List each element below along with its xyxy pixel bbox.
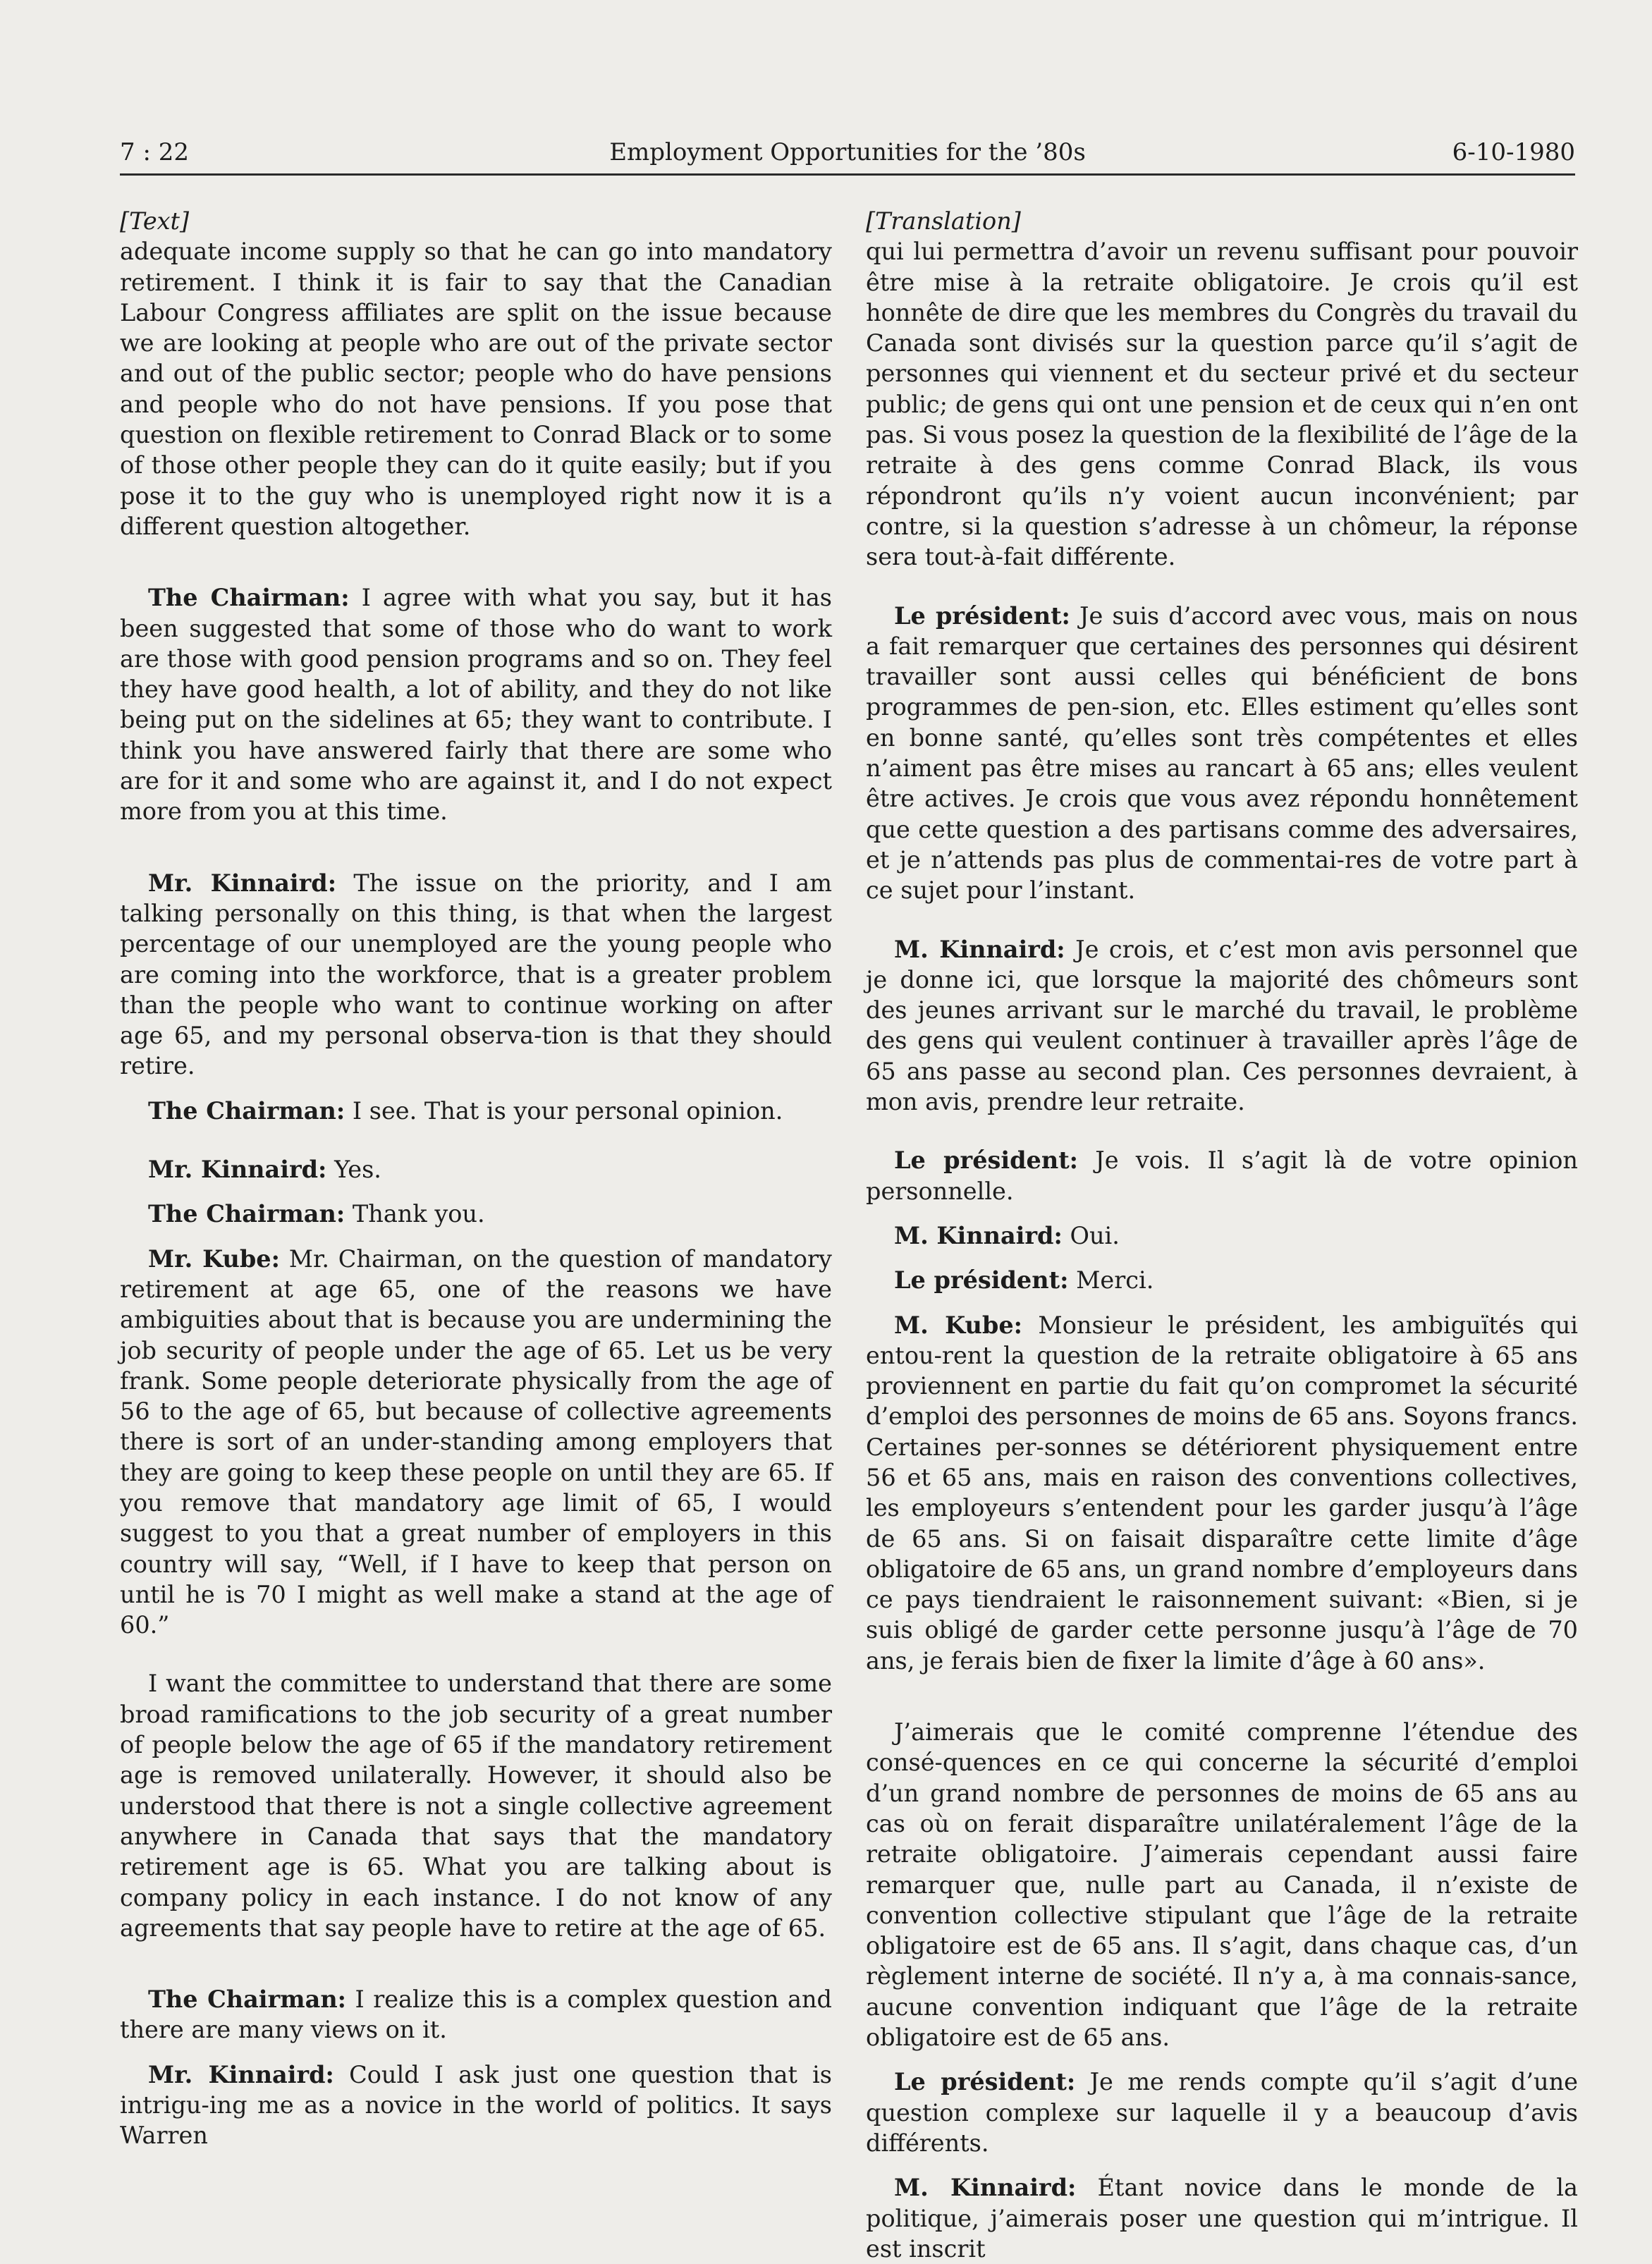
speaker-name: M. Kube: <box>894 1311 1022 1339</box>
speech-text: Étant novice dans le monde de la politique, j’aimerais poser une question qui m’intrigue. Il est inscrit <box>866 2174 1578 2263</box>
speech-text: I agree with what you say, but it has been suggested that some of those who do want to work are those with good pension programs and so on. They feel they have good health, a lot of ability, and they do not like being put on the sidelines at 65; they want to contribute. I think you have answered fairly that there are some who are for it and some who are against it, and I do not expect more from you at this time. <box>120 584 832 826</box>
paragraph <box>866 934 1578 1118</box>
speech-text: Thank you. <box>345 1200 485 1228</box>
speech-text: Je suis d’accord avec vous, mais on nous a fait remarquer que certaines des personnes qui désirent travailler sont aussi celles qui bénéficient de bons programmes de pen-sion, etc. Elles estiment qu’elles sont en bonne santé, qu’elles sont très compétentes et elles n’aiment pas être mises au rancart à 65 ans; elles veulent être actives. Je crois que vous avez répondu honnêtement que cette question a des partisans comme des adversaires, et je n’attends pas plus de commentai-res de votre part à ce sujet pour l’instant. <box>866 601 1578 905</box>
speaker-name: The Chairman: <box>148 1200 345 1228</box>
speech-text: I realize this is a complex question and there are many views on it. <box>120 1985 832 2044</box>
speech-text: Monsieur le président, les ambiguïtés qui entou-rent la question de la retraite obligatoire à 65 ans proviennent en partie du fait qu’on compromet la sécurité d’emploi des personnes de moins de 65 ans. Soyons francs. Certaines per-sonnes se détériorent physiquement entre 56 et 65 ans, mais en raison des conventions collectives, les employeurs s’entendent pour les garder jusqu’à l’âge de 65 ans. Si on faisait disparaître cette limite d’âge obligatoire de 65 ans, un grand nombre d’employeurs dans ce pays tiendraient le raisonnement suivant: «Bien, si je suis obligé de garder cette personne jusqu’à l’âge de 70 ans, je ferais bien de fixer la limite d’âge à 60 ans». <box>866 1311 1578 1675</box>
paragraph <box>120 868 832 1082</box>
speaker-name: The Chairman: <box>148 1985 347 2014</box>
speech-text: I see. That is your personal opinion. <box>345 1096 783 1125</box>
paragraph: qui lui permettra d’avoir un revenu suffisant pour pouvoir être mise à la retraite obligatoire. Je crois qu’il est honnête de dire que les membres du Congrès du travail du Canada sont divisés sur la question parce qu’il s’agit de personnes qui viennent et du secteur privé et du secteur public; de gens qui ont une pension et de ceux qui n’en ont pas. Si vous posez la question de la flexibilité de l’âge de la retraite à des gens comme Conrad Black, ils vous répondront qu’ils n’y voient aucun inconvénient; par contre, si la question s’adresse à un chômeur, la réponse sera tout-à-fait différente. <box>866 238 1578 571</box>
speech-text: Je vois. Il s’agit là de votre opinion personnelle. <box>866 1146 1578 1205</box>
speech-text: Je me rends compte qu’il s’agit d’une question complexe sur laquelle il y a beaucoup d’avis différents. <box>866 2068 1578 2157</box>
paragraph <box>866 2067 1578 2158</box>
speech-text: Merci. <box>1068 1266 1154 1295</box>
column-label: [Text] <box>120 207 190 235</box>
paragraph <box>120 582 832 826</box>
speaker-name: Mr. Kinnaird: <box>148 1156 327 1184</box>
speech-text: Could I ask just one question that is intrigu-ing me as a novice in the world of politics. It says Warren <box>120 2060 832 2150</box>
speech-text: Je crois, et c’est mon avis personnel que je donne ici, que lorsque la majorité des chômeurs sont des jeunes arrivant sur le marché du travail, le problème des gens qui veulent continuer à travailler après l’âge de 65 ans passe au second plan. Ces personnes devraient, à mon avis, prendre leur retraite. <box>866 935 1578 1116</box>
speaker-name: Mr. Kube: <box>148 1244 280 1273</box>
speaker-name: M. Kinnaird: <box>894 935 1065 963</box>
paragraph <box>866 2172 1578 2264</box>
speech-text: Yes. <box>326 1156 381 1184</box>
paragraph: adequate income supply so that he can go into mandatory retirement. I think it is fair to say that the Canadian Labour Congress affiliates are split on the issue because we are looking at people who are out of the private sector and out of the public sector; people who do have pensions and people who do not have pensions. If you pose that question on flexible retirement to Conrad Black or to some of those other people they can do it quite easily; but if you pose it to the guy who is unemployed right now it is a different question altogether. <box>120 238 832 540</box>
running-title: Employment Opportunities for the ’80s <box>609 138 1086 166</box>
page-header <box>120 138 1575 176</box>
french-column <box>866 206 1578 2264</box>
paragraph: J’aimerais que le comité comprenne l’étendue des consé-quences en ce qui concerne la sécurité d’emploi d’un grand nombre de personnes de moins de 65 ans au cas où on ferait disparaître unilatéralement l’âge de la retraite obligatoire. J’aimerais cependant aussi faire remarquer que, nulle part au Canada, il n’existe de convention collective stipulant que l’âge de la retraite obligatoire est de 65 ans. Il s’agit, dans chaque cas, d’un règlement interne de société. Il n’y a, à ma connais-sance, aucune convention indiquant que l’âge de la retraite obligatoire est de 65 ans. <box>866 1718 1578 2052</box>
paragraph <box>120 1984 832 2045</box>
paragraph <box>866 601 1578 906</box>
speaker-name: Mr. Kinnaird: <box>148 2060 334 2088</box>
speaker-name: The Chairman: <box>148 584 350 612</box>
speaker-name: Mr. Kinnaird: <box>148 869 337 897</box>
paragraph <box>120 1154 832 1185</box>
speaker-name: M. Kinnaird: <box>894 1221 1063 1249</box>
speaker-name: Le président: <box>894 1266 1069 1295</box>
speech-text: Mr. Chairman, on the question of mandatory retirement at age 65, one of the reasons we have ambiguities about that is because you are undermining the job security of people under the age of 65. Let us be very frank. Some people deteriorate physically from the age of 56 to the age of 65, but because of collective agreements there is sort of an under-standing among employers that they are going to keep these people on until they are 65. If you remove that mandatory age limit of 65, I would suggest to you that a great number of employers in this country will say, “Well, if I have to keep that person on until he is 70 I might as well make a stand at the age of 60.” <box>120 1244 832 1639</box>
english-column <box>120 206 832 2151</box>
paragraph <box>866 1145 1578 1206</box>
column-label: [Translation] <box>866 207 1021 235</box>
paragraph <box>866 1220 1578 1251</box>
paragraph <box>866 1310 1578 1677</box>
speaker-name: Le président: <box>894 2068 1076 2096</box>
speaker-name: Le président: <box>894 1146 1079 1175</box>
page-number: 7 : 22 <box>120 138 189 166</box>
paragraph: I want the committee to understand that there are some broad ramifications to the job security of a great number of people below the age of 65 if the mandatory retirement age is removed unilaterally. However, it should also be understood that there is not a single collective agreement anywhere in Canada that says that the mandatory retirement age is 65. What you are talking about is company policy in each instance. I do not know of any agreements that say people have to retire at the age of 65. <box>120 1670 832 1942</box>
paragraph <box>120 1199 832 1229</box>
speech-text: Oui. <box>1062 1221 1120 1249</box>
header-date: 6-10-1980 <box>1452 138 1575 166</box>
speaker-name: Le président: <box>894 601 1070 630</box>
paragraph <box>120 1096 832 1126</box>
speaker-name: The Chairman: <box>148 1096 345 1125</box>
speaker-name: M. Kinnaird: <box>894 2174 1077 2202</box>
speech-text: The issue on the priority, and I am talking personally on this thing, is that when the largest percentage of our unemployed are the young people who are coming into the workforce, that is a greater problem than the people who want to continue working on after age 65, and my personal observa-tion is that they should retire. <box>120 869 832 1080</box>
paragraph <box>866 1265 1578 1295</box>
paragraph <box>120 1244 832 1641</box>
paragraph <box>120 2060 832 2151</box>
